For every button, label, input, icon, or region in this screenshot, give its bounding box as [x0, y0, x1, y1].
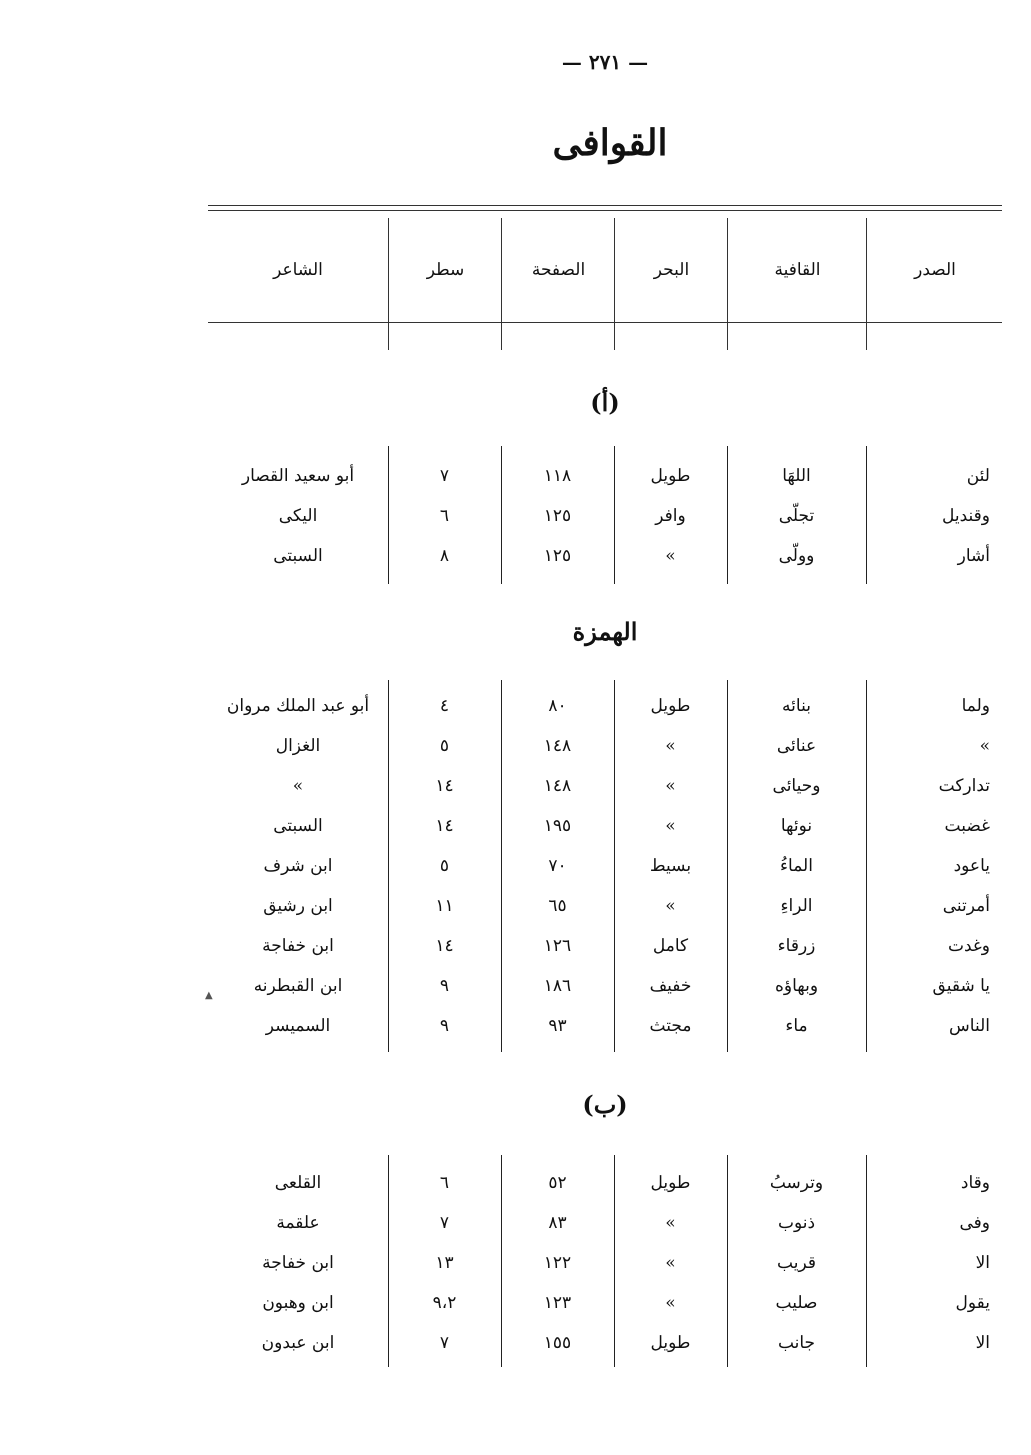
cell-meter: « — [665, 736, 676, 756]
cell-start: وقاد — [960, 1173, 990, 1193]
cell-page: ٨٣ — [548, 1213, 567, 1233]
cell-page: ١٢٥ — [543, 546, 572, 566]
table-row — [208, 1163, 1002, 1203]
cell-meter: خفيف — [649, 976, 692, 996]
cell-meter: « — [665, 1253, 676, 1273]
table-row — [208, 1323, 1002, 1363]
cell-line: ٨ — [439, 546, 450, 566]
cell-page: ١١٨ — [543, 466, 572, 486]
cell-line: ٥ — [439, 856, 450, 876]
cell-start: لئن — [966, 466, 990, 486]
cell-rhyme: وترسبُ — [769, 1173, 824, 1193]
section-ba — [208, 1155, 1002, 1367]
cell-page: ١٢٥ — [543, 506, 572, 526]
cell-start: غضبت — [944, 816, 990, 836]
cell-meter: « — [665, 1213, 676, 1233]
cell-rhyme: الراءِ — [780, 896, 813, 916]
table-row — [208, 1203, 1002, 1243]
page-number: — ٢٧١ — — [561, 50, 649, 74]
table-row — [208, 806, 1002, 846]
cell-poet: علقمة — [276, 1213, 320, 1233]
column-header-line: سطر — [388, 218, 502, 350]
cell-start: الناس — [949, 1016, 990, 1036]
cell-meter: « — [665, 1293, 676, 1313]
cell-poet: ابن شرف — [263, 856, 333, 876]
cell-poet: ابن رشيق — [263, 896, 333, 916]
cell-start: يقول — [955, 1293, 990, 1313]
page-title: القوافى — [552, 122, 668, 164]
cell-rhyme: وحيائى — [772, 776, 821, 796]
cell-page: ٦٥ — [548, 896, 567, 916]
cell-poet: أبو سعيد القصار — [241, 466, 355, 486]
cell-start: « — [979, 736, 990, 756]
cell-line: ١١ — [435, 896, 454, 916]
table-row — [208, 686, 1002, 726]
section-title-ba: (ب) — [582, 1090, 628, 1119]
cell-poet: السبتى — [273, 816, 323, 836]
cell-rhyme: قريب — [777, 1253, 816, 1273]
cell-page: ١٥٥ — [543, 1333, 572, 1353]
cell-start: ياعود — [953, 856, 990, 876]
header-top-rule — [208, 205, 1002, 211]
cell-rhyme: وولّى — [778, 546, 815, 566]
cell-poet: اليكى — [278, 506, 318, 526]
cell-rhyme: زرقاء — [777, 936, 816, 956]
header-bottom-rule — [208, 322, 1002, 323]
cell-meter: طويل — [650, 466, 691, 486]
column-header-start: الصدر — [866, 218, 1003, 350]
cell-page: ٧٠ — [548, 856, 567, 876]
cell-meter: طويل — [650, 1333, 691, 1353]
cell-rhyme: تجلّى — [778, 506, 815, 526]
table-row — [208, 456, 1002, 496]
section-alif — [208, 446, 1002, 584]
table-header — [208, 218, 1002, 350]
cell-start: الا — [975, 1253, 990, 1273]
cell-poet: ابن خفاجة — [262, 1253, 334, 1273]
cell-rhyme: ذنوب — [777, 1213, 816, 1233]
cell-start: وغدت — [947, 936, 990, 956]
cell-line: ٩،٢ — [432, 1293, 457, 1313]
cell-meter: « — [665, 896, 676, 916]
cell-start: وقنديل — [942, 506, 990, 526]
table-row — [208, 536, 1002, 576]
cell-line: ١٤ — [435, 776, 454, 796]
cell-rhyme: بنائه — [782, 696, 811, 716]
table-row — [208, 766, 1002, 806]
column-header-meter: البحر — [614, 218, 728, 350]
cell-poet: ابن وهبون — [262, 1293, 334, 1313]
table-row — [208, 1006, 1002, 1046]
cell-meter: « — [665, 816, 676, 836]
cell-start: أمرتنى — [942, 896, 990, 916]
cell-page: ١٢٢ — [543, 1253, 572, 1273]
cell-meter: وافر — [655, 506, 686, 526]
cell-start: تداركت — [938, 776, 990, 796]
cell-line: ٦ — [439, 506, 450, 526]
cell-line: ٥ — [439, 736, 450, 756]
cell-page: ١٤٨ — [543, 736, 572, 756]
cell-rhyme: عنائى — [776, 736, 817, 756]
table-row — [208, 496, 1002, 536]
table-row — [208, 846, 1002, 886]
cell-page: ٩٣ — [548, 1016, 567, 1036]
cell-meter: طويل — [650, 1173, 691, 1193]
cell-start: وفى — [959, 1213, 990, 1233]
table-row — [208, 1283, 1002, 1323]
cell-line: ٧ — [439, 1213, 450, 1233]
cell-poet: ابن خفاجة — [262, 936, 334, 956]
cell-page: ١٤٨ — [543, 776, 572, 796]
section-hamza — [208, 680, 1002, 1052]
cell-meter: طويل — [650, 696, 691, 716]
cell-page: ٥٢ — [548, 1173, 567, 1193]
cell-poet: ابن عبدون — [261, 1333, 335, 1353]
cell-rhyme: نوئها — [780, 816, 813, 836]
cell-line: ١٣ — [435, 1253, 454, 1273]
cell-poet: الغزال — [275, 736, 321, 756]
cell-meter: مجتث — [649, 1016, 692, 1036]
cell-poet: السميسر — [265, 1016, 331, 1036]
table-row — [208, 966, 1002, 1006]
margin-mark: ▲ — [205, 990, 213, 1001]
cell-rhyme: الماءُ — [780, 856, 813, 876]
section-title-hamza: الهمزة — [572, 617, 638, 646]
table-row — [208, 726, 1002, 766]
section-title-alif: (أ) — [590, 388, 620, 417]
cell-poet: « — [292, 776, 304, 796]
column-header-page: الصفحة — [501, 218, 615, 350]
cell-page: ١٨٦ — [543, 976, 572, 996]
cell-meter: كامل — [652, 936, 689, 956]
table-row — [208, 926, 1002, 966]
cell-meter: « — [665, 776, 676, 796]
cell-poet: ابن القبطرنه — [253, 976, 343, 996]
cell-line: ٤ — [439, 696, 450, 716]
cell-line: ٩ — [439, 976, 450, 996]
cell-line: ٩ — [439, 1016, 450, 1036]
cell-line: ١٤ — [435, 816, 454, 836]
cell-poet: أبو عبد الملك مروان — [226, 696, 370, 716]
cell-page: ٨٠ — [548, 696, 567, 716]
cell-page: ١٩٥ — [543, 816, 572, 836]
table-row — [208, 1243, 1002, 1283]
table-row — [208, 886, 1002, 926]
cell-line: ٧ — [439, 466, 450, 486]
cell-line: ١٤ — [435, 936, 454, 956]
cell-meter: « — [665, 546, 676, 566]
column-header-poet: الشاعر — [273, 260, 323, 280]
cell-page: ١٢٦ — [543, 936, 572, 956]
cell-rhyme: اللهَا — [782, 466, 811, 486]
cell-page: ١٢٣ — [543, 1293, 572, 1313]
cell-start: الا — [975, 1333, 990, 1353]
cell-rhyme: ماء — [785, 1016, 808, 1036]
cell-start: يا شقيق — [932, 976, 990, 996]
cell-start: ولما — [961, 696, 990, 716]
cell-poet: السبتى — [273, 546, 323, 566]
cell-start: أشار — [957, 546, 990, 566]
cell-poet: القلعى — [274, 1173, 322, 1193]
cell-line: ٦ — [439, 1173, 450, 1193]
cell-rhyme: صليب — [775, 1293, 818, 1313]
cell-line: ٧ — [439, 1333, 450, 1353]
column-header-rhyme: القافية — [727, 218, 867, 350]
cell-rhyme: جانب — [777, 1333, 816, 1353]
cell-rhyme: وبهاؤه — [774, 976, 819, 996]
cell-meter: بسيط — [649, 856, 692, 876]
